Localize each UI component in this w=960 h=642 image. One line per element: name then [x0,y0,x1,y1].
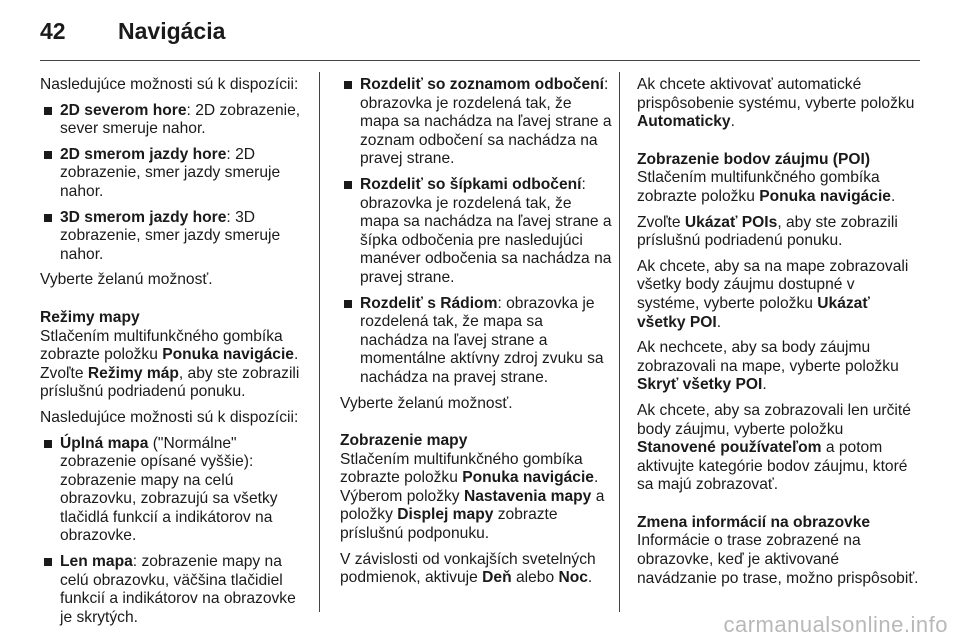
map-mode-list [40,435,312,628]
section-heading: Zobrazenie bodov záujmu (POI) [637,150,871,168]
column-divider-2 [619,72,620,612]
paragraph: Ak chcete, aby sa zobrazovali len určité body záujmu, vyberte položku Stanovené používateľom a potom aktivujte kategórie bodov záujmu, ktoré sa majú zobrazovať. [637,401,911,494]
paragraph: Ak chcete, aby sa na mape zobrazovali všetky body záujmu dostupné v systéme, vyberte položku Ukázať všetky POI. [637,257,909,331]
paragraph: Stlačením multifunkčného gombíka zobrazte položku Ponuka navigácie. Zvoľte Režimy máp, aby ste zobrazili príslušnú podriadenú ponuku. [40,327,300,401]
list-item: Úplná mapa ("Normálne" zobrazenie opísané vyššie): zobrazenie mapy na celú obrazovku, zobrazujú sa všetky tlačidlá funkcií a indikátorov na obrazovke. [40,435,312,547]
section-heading: Režimy mapy [40,308,140,326]
section-heading: Zmena informácií na obrazovke [637,513,871,531]
paragraph: V závislosti od vonkajších svetelných podmienok, aktivuje Deň alebo Noc. [340,550,596,587]
column-1 [40,76,312,634]
column-3 [637,76,919,595]
list-item: Rozdeliť s Rádiom: obrazovka je rozdelená tak, že mapa sa nachádza na ľavej strane a momentálne aktívny zdroj zvuku sa nachádza na pravej strane. [340,295,612,388]
column-2 [340,76,612,595]
header-rule [40,60,920,61]
paragraph: Stlačením multifunkčného gombíka zobrazte položku Ponuka navigácie. [637,169,896,205]
paragraph: Ak nechcete, aby sa body záujmu zobrazovali na mape, vyberte položku Skryť všetky POI. [637,339,899,394]
list-item: Len mapa: zobrazenie mapy na celú obrazovku, väčšina tlačidiel funkcií a indikátorov na obrazovke je skrytých. [40,553,312,627]
page-number: 42 [40,18,66,44]
watermark: carmanualsonline.info [723,612,948,637]
select-option-text: Vyberte želanú možnosť. [40,271,213,289]
list-item: 3D smerom jazdy hore: 3D zobrazenie, smer jazdy smeruje nahor. [40,209,312,265]
paragraph: Stlačením multifunkčného gombíka zobrazte položku Ponuka navigácie. Výberom položky Nastavenia mapy a položky Displej mapy zobrazte príslušnú podponuku. [340,450,605,543]
paragraph: Ak chcete aktivovať automatické prispôsobenie systému, vyberte položku Automaticky. [637,76,915,131]
list-item: Rozdeliť so zoznamom odbočení: obrazovka je rozdelená tak, že mapa sa nachádza na ľavej strane a zoznam odbočení sa nachádza na pravej strane. [340,76,612,169]
paragraph: Informácie o trase zobrazené na obrazovke, keď je aktivované navádzanie po trase, možno prispôsobiť. [637,532,919,587]
options-intro: Nasledujúce možnosti sú k dispozícii: [40,76,299,93]
section-heading: Zobrazenie mapy [340,432,468,450]
paragraph: Zvoľte Ukázať POIs, aby ste zobrazili príslušnú podriadenú ponuku. [637,213,898,250]
column-divider-1 [319,72,320,612]
page-header [40,18,225,45]
split-mode-list [340,76,612,388]
select-option-text: Vyberte želanú možnosť. [340,394,513,412]
list-item: 2D severom hore: 2D zobrazenie, sever smeruje nahor. [40,102,312,139]
list-item: 2D smerom jazdy hore: 2D zobrazenie, smer jazdy smeruje nahor. [40,146,312,202]
list-item: Rozdeliť so šípkami odbočení: obrazovka je rozdelená tak, že mapa sa nachádza na ľavej strane a šípka odbočenia pre nasledujúci manéver odbočenia sa nachádza na pravej strane. [340,176,612,288]
page-title: Navigácia [118,18,226,44]
orientation-list [40,102,312,265]
options-intro: Nasledujúce možnosti sú k dispozícii: [40,408,299,426]
